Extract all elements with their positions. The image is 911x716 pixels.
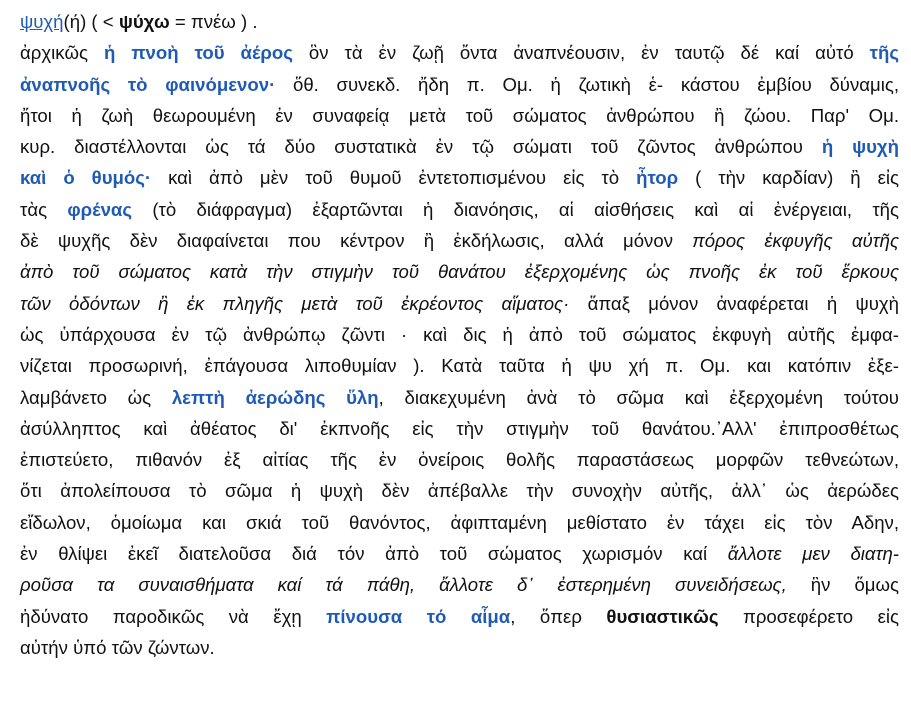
text-run: αὐτήν ὑπό τῶν ζώντων. [20, 636, 215, 658]
text-run: ἀσύλληπτος καὶ ἀθέατος δι' ἐκπνοῆς εἰς τὴν στιγμὴν τοῦ θανάτου.᾽Αλλ' ἐπιπροσθέτως [20, 417, 899, 439]
text-run: καὶ ἀπὸ μὲν τοῦ θυμοῦ ἐντετοπισμένου εἰς τὸ [151, 167, 637, 189]
italic-quote: ἄλλοτε μεν διατη- [727, 543, 899, 565]
text-run: ἣν ὅμως [786, 574, 899, 596]
text-line [20, 444, 899, 475]
text-run: ὃν τὰ ἐν ζωῇ ὄντα ἀναπνέουσιν, ἐν ταυτῷ δέ καί αὐτό [292, 42, 870, 64]
etymology-gloss: = πνέω ) . [169, 11, 258, 32]
text-line [20, 382, 899, 413]
text-line [20, 37, 899, 68]
text-run: , ὅπερ [510, 605, 607, 627]
highlighted-term: ἡ πνοὴ τοῦ ἀέρος [103, 42, 293, 64]
text-line [20, 475, 899, 506]
bold-term: θυσιαστικῶς [606, 605, 719, 627]
text-line [20, 256, 899, 287]
headword-line [20, 6, 899, 37]
highlighted-term: τῆς [869, 42, 899, 64]
italic-quote: ροῦσα τα συναισθήματα καί τά πάθη, ἄλλοτε δ᾽ ἐστερημένη συνειδήσεως, [20, 574, 787, 596]
text-line [20, 507, 899, 538]
text-run: ( τὴν καρδίαν) ἢ εἰς [678, 167, 899, 189]
italic-quote: τῶν ὀδόντων ἢ ἐκ πληγῆς μετὰ τοῦ ἐκρέοντος αἵματος· [20, 292, 570, 314]
text-run: εἴδωλον, ὁμοίωμα και σκιά τοῦ θανόντος, ἀφιπταμένη μεθίστατο ἐν τάχει εἰς τὸν Αδην, [20, 511, 899, 533]
highlighted-term: φρένας [67, 198, 133, 220]
highlighted-term: ἦτορ [636, 167, 679, 189]
etymology-word: ψύχω [118, 11, 170, 32]
text-run: λαμβάνετο ὡς [20, 386, 172, 408]
highlighted-term: καὶ ὁ θυμός· [20, 167, 152, 189]
text-line [20, 288, 899, 319]
gender-marker: (ή) [63, 11, 87, 32]
text-line [20, 632, 899, 663]
headword-link[interactable]: ψυχή [20, 11, 64, 32]
etymology-open: ( < [86, 11, 119, 32]
text-line [20, 194, 899, 225]
text-run: προσεφέρετο εἰς [718, 605, 900, 627]
highlighted-term: ἀναπνοῆς τὸ φαινόμενον· [20, 73, 276, 95]
text-run: ὡς ὑπάρχουσα ἐν τῷ ἀνθρώπῳ ζῶντι · καὶ δις ἡ ἀπὸ τοῦ σώματος ἐκφυγὴ αὐτῆς ἐμφα- [20, 323, 899, 345]
italic-quote: ἀπὸ τοῦ σώματος κατὰ τὴν στιγμὴν τοῦ θανάτου ἐξερχομένης ὡς πνοῆς ἐκ τοῦ ἕρκους [20, 261, 899, 283]
text-line [20, 413, 899, 444]
text-line [20, 538, 899, 569]
text-run: νίζεται προσωρινή, ἐπάγουσα λιποθυμίαν ). Κατὰ ταῦτα ἡ ψυ χή π. Ομ. και κατόπιν ἐξε- [20, 355, 899, 377]
highlighted-term: πίνουσα τό αἷμα [326, 605, 511, 627]
text-line [20, 319, 899, 350]
text-run: ἐν θλίψει ἐκεῖ διατελοῦσα διά τόν ἀπὸ τοῦ σώματος χωρισμόν καί [20, 543, 728, 565]
entry-body [20, 37, 899, 663]
highlighted-term: ἡ ψυχὴ [821, 136, 899, 158]
text-line [20, 131, 899, 162]
text-run: δὲ ψυχῆς δὲν διαφαίνεται που κέντρον ἢ ἐκδήλωσις, αλλά μόνον [20, 230, 693, 252]
text-line [20, 601, 899, 632]
text-run: κυρ. διαστέλλονται ὡς τά δύο συστατικὰ ἐν τῷ σώματι τοῦ ζῶντος ἀνθρώπου [20, 136, 822, 158]
text-run: ἐπιστεύετο, πιθανόν ἐξ αἰτίας τῆς ἐν ὀνείροις θολῆς παραστάσεως μορφῶν τεθνεώτων, [20, 449, 899, 471]
highlighted-term: λεπτὴ ἀερώδης ὕλη [171, 386, 379, 408]
italic-quote: πόρος ἐκφυγῆς αὐτῆς [692, 230, 899, 252]
text-run: ὅτι ἀπολείπουσα τὸ σῶμα ἡ ψυχὴ δὲν ἀπέβαλλε τὴν συνοχὴν αὐτῆς, ἀλλ᾽ ὡς ἀερώδες [20, 480, 899, 502]
text-run: ὅθ. συνεκδ. ἤδη π. Ομ. ἡ ζωτικὴ ἑ- κάστου ἐμβίου δύναμις, [275, 73, 899, 95]
text-run: (τὸ διάφραγμα) ἐξαρτῶνται ἡ διανόησις, αἱ αἰσθήσεις καὶ αἱ ἐνέργειαι, τῆς [132, 198, 899, 220]
text-run: , διακεχυμένη ἀνὰ τὸ σῶμα καὶ ἐξερχομένη τούτου [378, 386, 899, 408]
text-run: τὰς [20, 198, 68, 220]
text-line [20, 225, 899, 256]
text-line [20, 162, 899, 193]
text-line [20, 100, 899, 131]
text-run: ἠδύνατο παροδικῶς νὰ ἔχῃ [20, 605, 327, 627]
text-line [20, 69, 899, 100]
text-run: ἀρχικῶς [20, 42, 104, 64]
text-run: ἅπαξ μόνον ἀναφέρεται ἡ ψυχὴ [569, 292, 899, 314]
text-line [20, 569, 899, 600]
text-line [20, 350, 899, 381]
text-run: ἤτοι ἡ ζωὴ θεωρουμένη ἐν συναφείᾳ μετὰ τοῦ σώματος ἀνθρώπου ἢ ζώου. Παρ' Ομ. [20, 104, 899, 126]
